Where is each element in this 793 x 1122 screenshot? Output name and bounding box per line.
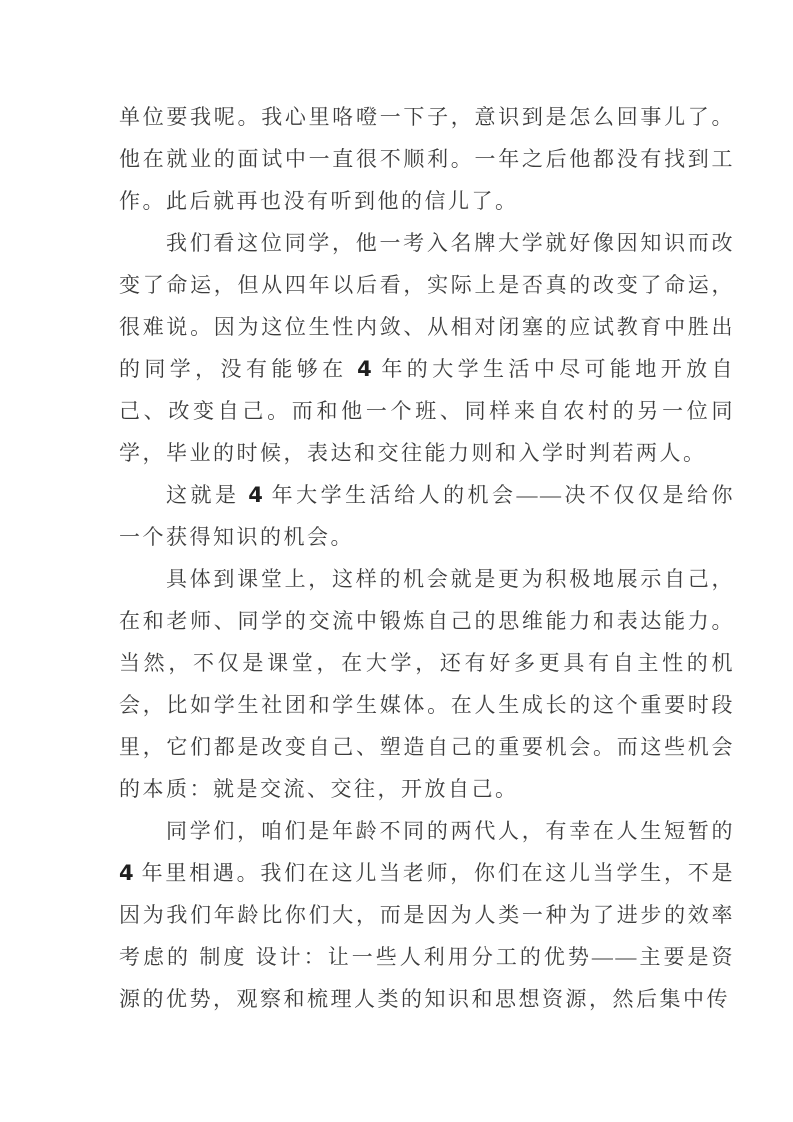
- paragraph: [119, 474, 735, 558]
- text-run: 年的大学生活中尽可能地开放自己、改变自己。而和他一个班、同样来自农村的另一位同学，毕业的时候，表达和交往能力则和入学时判若两人。: [119, 357, 735, 465]
- text-run: 年里相遇。我们在这儿当老师，你们在这儿当学生，不是因为我们年龄比你们大，而是因为人类一种为了进步的效率考虑的 制度 设计：让一些人利用分工的优势——主要是资源的优势，观察和梳理人类的知识和思想资源，然后集中传: [119, 861, 735, 1011]
- text-run: 我们看这位同学，他一考入名牌大学就好像因知识而改变了命运，但从四年以后看，实际上是否真的改变了命运，很难说。因为这位生性内敛、从相对闭塞的应试教育中胜出的同学，没有能够在: [119, 231, 735, 381]
- paragraph: [119, 810, 735, 1020]
- bold-number: 4: [119, 861, 134, 885]
- bold-number: 4: [357, 357, 372, 381]
- text-run: 年大学生活给人的机会——决不仅仅是给你一个获得知识的机会。: [119, 483, 736, 549]
- text-run: 同学们，咱们是年龄不同的两代人，有幸在人生短暂的: [166, 819, 735, 843]
- bold-number: 4: [248, 483, 263, 507]
- text-run: 这就是: [166, 483, 249, 507]
- paragraph: [119, 558, 735, 810]
- document-body: [119, 96, 735, 1020]
- text-run: 单位要我呢。我心里咯噔一下子，意识到是怎么回事儿了。他在就业的面试中一直很不顺利。一年之后他都没有找到工作。此后就再也没有听到他的信儿了。: [119, 105, 735, 213]
- text-run: 具体到课堂上，这样的机会就是更为积极地展示自己，在和老师、同学的交流中锻炼自己的思维能力和表达能力。当然，不仅是课堂，在大学，还有好多更具有自主性的机会，比如学生社团和学生媒体。在人生成长的这个重要时段里，它们都是改变自己、塑造自己的重要机会。而这些机会的本质：就是交流、交往，开放自己。: [119, 567, 735, 801]
- paragraph: [119, 222, 735, 474]
- paragraph: [119, 96, 735, 222]
